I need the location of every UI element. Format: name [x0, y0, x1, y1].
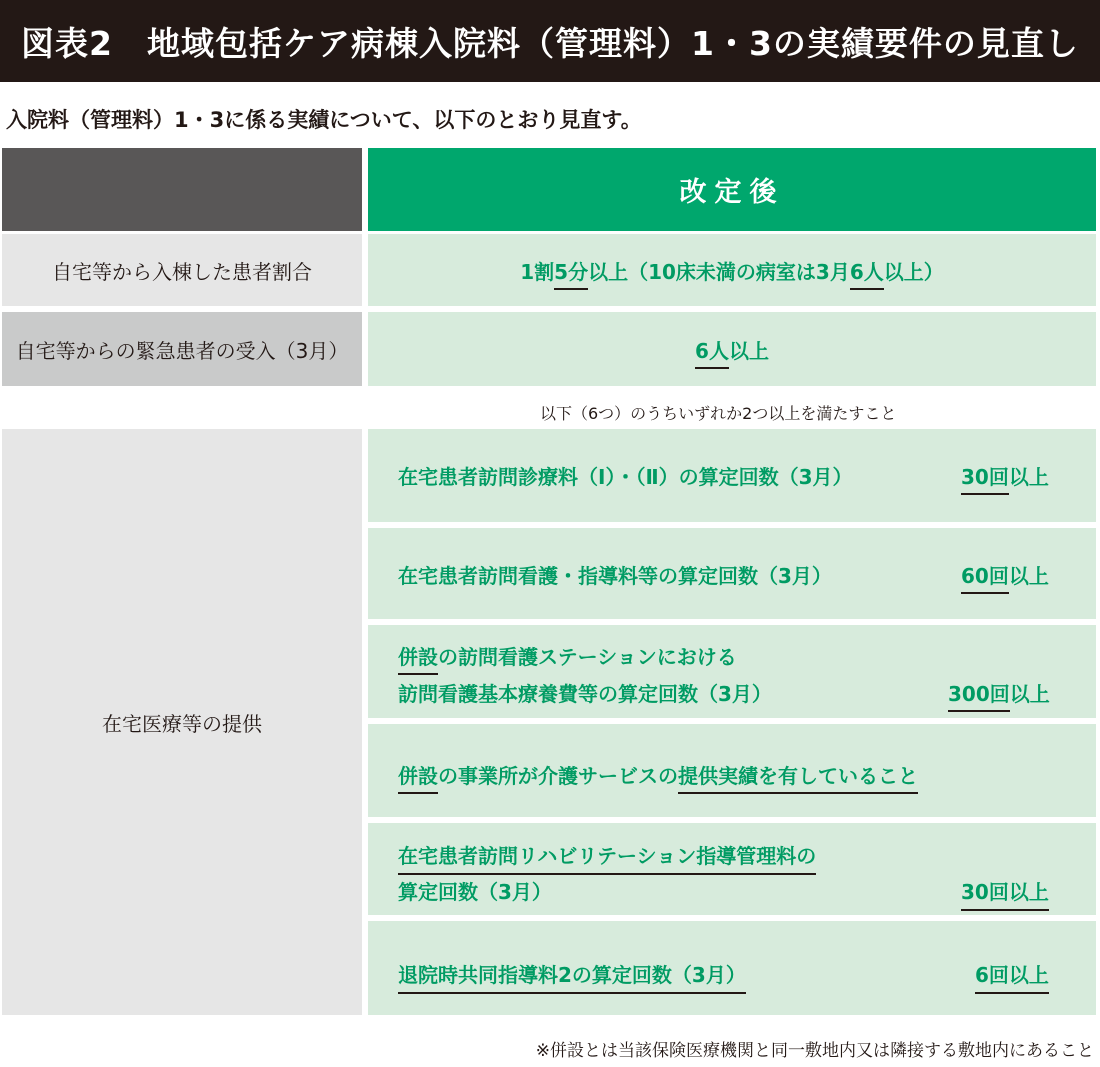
header-after-revision: 改定後	[368, 148, 1096, 231]
home-care-item-3: 併設の訪問看護ステーションにおける 訪問看護基本療養費等の算定回数（3月） 300回以上	[368, 625, 1096, 718]
header-blank-cell	[2, 148, 362, 231]
row2-label-cell	[2, 312, 362, 386]
home-care-item-6: 退院時共同指導料2の算定回数（3月） 6回以上	[368, 921, 1096, 1015]
footnote: ※併設とは当該保険医療機関と同一敷地内又は隣接する敷地内にあること	[535, 1041, 1094, 1061]
row1-value: 1割5分以上（10床未満の病室は3月6人以上）	[520, 256, 944, 285]
intro-text: 入院料（管理料）1・3に係る実績について、以下のとおり見直す。	[6, 108, 642, 132]
row2-value-cell	[368, 312, 1096, 386]
home-care-label-cell	[2, 429, 362, 1015]
home-care-item-2: 在宅患者訪問看護・指導料等の算定回数（3月） 60回以上	[368, 528, 1096, 619]
home-care-label: 在宅医療等の提供	[102, 711, 262, 736]
page-title: 図表2 地域包括ケア病棟入院料（管理料）1・3の実績要件の見直し	[21, 23, 1079, 63]
row1-label-cell	[2, 234, 362, 306]
home-care-item-1: 在宅患者訪問診療料（Ⅰ）・（Ⅱ）の算定回数（3月） 30回以上	[368, 429, 1096, 522]
row1-label: 自宅等から入棟した患者割合	[52, 259, 312, 284]
row2-label: 自宅等からの緊急患者の受入（3月）	[15, 338, 349, 363]
row1-value-cell	[368, 234, 1096, 306]
condition-note: 以下（6つ）のうちいずれか2つ以上を満たすこと	[540, 404, 897, 423]
row2-value: 6人以上	[695, 335, 769, 364]
home-care-item-5: 在宅患者訪問リハビリテーション指導管理料の 算定回数（3月） 30回以上	[368, 823, 1096, 915]
home-care-item-4: 併設の事業所が介護サービスの提供実績を有していること	[368, 724, 1096, 817]
